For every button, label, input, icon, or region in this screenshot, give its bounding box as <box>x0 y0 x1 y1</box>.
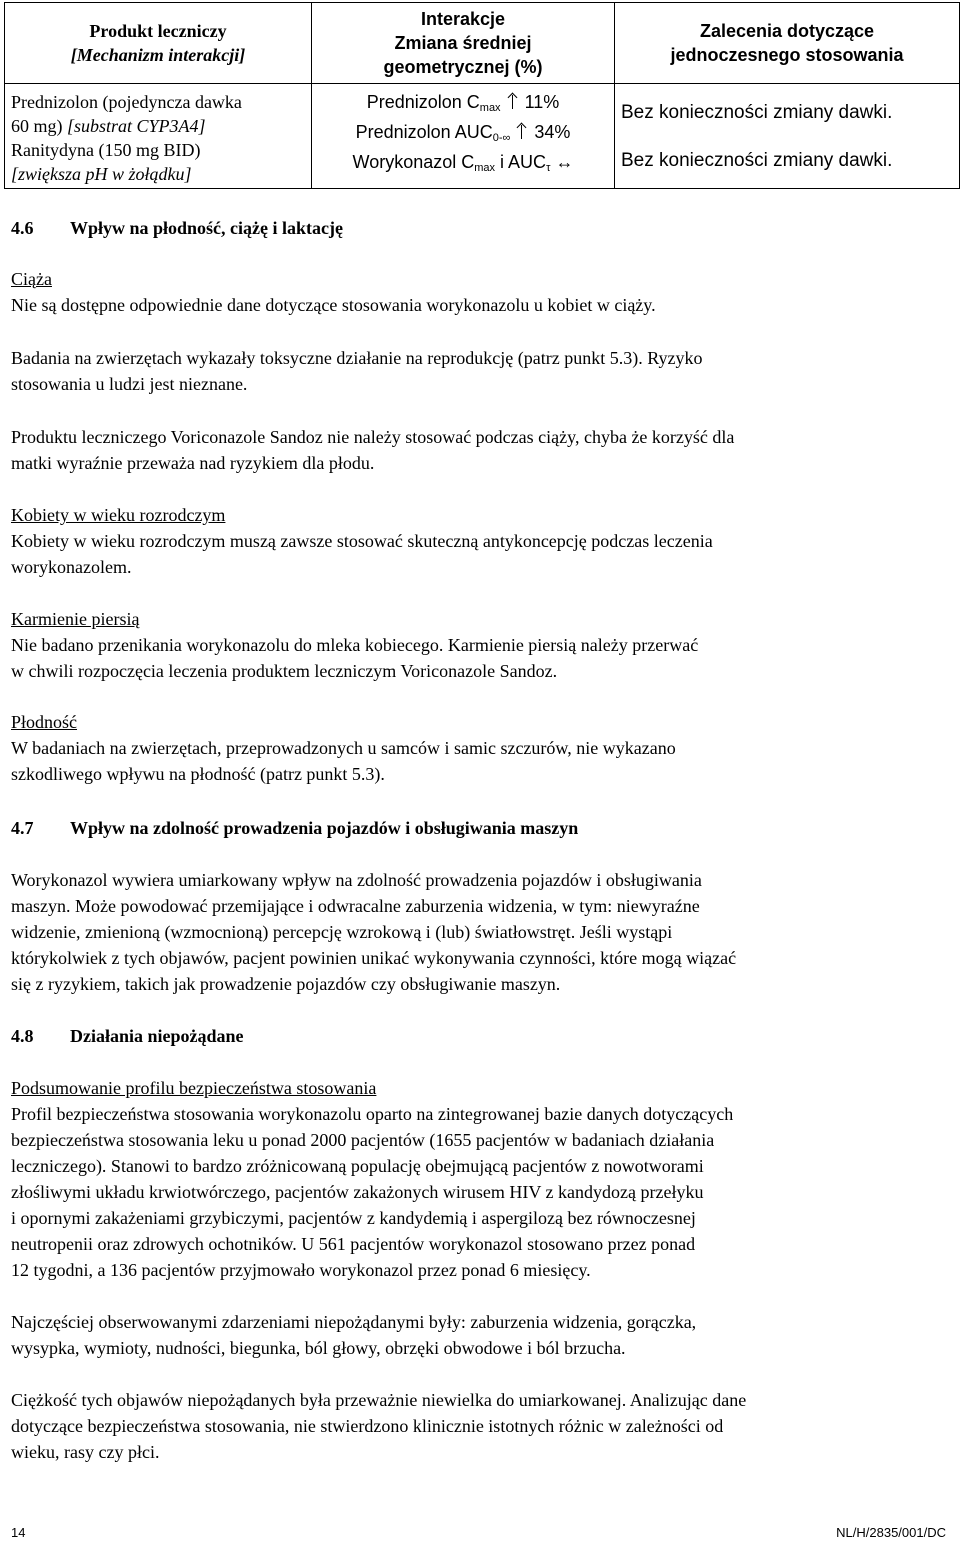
interaction-table <box>4 2 960 189</box>
arrow-up-icon <box>516 123 528 139</box>
header-recommendations <box>615 3 960 84</box>
row1-product-mechanism: [substrat CYP3A4] <box>67 116 206 136</box>
header-product-mechanism: [Mechanizm interakcji] <box>70 45 246 65</box>
row1-product <box>5 84 312 189</box>
fertility-heading: Płodność <box>11 712 78 732</box>
section-title: Wpływ na zdolność prowadzenia pojazdów i obsługiwania maszyn <box>70 818 579 838</box>
fertility-block: Płodność W badaniach na zwierzętach, przeprowadzonych u samców i samic szczurów, nie wykazano szkodliwego wpływu na płodność (patrz punkt 5.3). <box>11 709 951 787</box>
safety-summary-heading: Podsumowanie profilu bezpieczeństwa stosowania <box>11 1078 377 1098</box>
driving-paragraph: Worykonazol wywiera umiarkowany wpływ na zdolność prowadzenia pojazdów i obsługiwania maszyn. Może powodować przemijające i odwracalne zaburzenia widzenia, w tym: niewyraźne widzenie, zmienioną (wzmocnioną) percepcję wzrokową i (lub) światłowstręt. Jeśli wystąpi którykolwiek z tych objawów, pacjent powinien unikać wykonywania czynności, które mogą wiązać się z ryzykiem, takich jak prowadzenie pojazdów czy obsługiwanie maszyn. <box>11 870 737 994</box>
header-interactions-sub1: Zmiana średniej <box>394 33 532 53</box>
section-4-6-heading <box>11 215 343 241</box>
row1-effect-auc: Prednizolon $AUC_{0-\infty}$ 34% <box>355 122 571 144</box>
bidirectional-arrow-icon: ↔ <box>555 152 574 172</box>
pregnancy-heading: Ciąża <box>11 269 52 289</box>
row-effects <box>312 84 615 189</box>
page-number: 14 <box>11 1525 26 1540</box>
section-number: 4.6 <box>11 218 34 238</box>
row2-effect: Worykonazol $C_{max}$ i $AUC_\tau$ ↔ <box>352 152 574 174</box>
section-title: Wpływ na płodność, ciążę i laktację <box>70 218 343 238</box>
paragraph: Nie są dostępne odpowiednie dane dotyczące stosowania worykonazolu u kobiet w ciąży. <box>11 295 656 315</box>
header-recommendations-line1: Zalecenia dotyczące <box>699 21 875 41</box>
row2-recommendation: Bez konieczności zmiany dawki. <box>621 150 893 171</box>
breastfeeding-block: Karmienie piersią Nie badano przenikania worykonazolu do mleka kobiecego. Karmienie piersią należy przerwać w chwili rozpoczęcia leczenia produktem leczniczym Voriconazole Sandoz. <box>11 606 951 684</box>
row-recommendations <box>615 84 960 189</box>
severity-paragraph: Ciężkość tych objawów niepożądanych była przeważnie niewielka do umiarkowanej. Analizując dane dotyczące bezpieczeństwa stosowania, nie stwierdzono klinicznie istotnych różnic w zależności od wieku, rasy czy płci. <box>11 1390 747 1462</box>
women-heading: Kobiety w wieku rozrodczym <box>11 505 226 525</box>
common-adverse-events-paragraph: Najczęściej obserwowanymi zdarzeniami niepożądanymi były: zaburzenia widzenia, gorączka, wysypka, wymioty, nudności, biegunka, ból głowy, obrzęki obwodowe i ból brzucha. <box>11 1312 697 1358</box>
section-title: Działania niepożądane <box>70 1026 244 1046</box>
row2-product-mechanism: [zwiększa pH w żołądku] <box>11 164 192 184</box>
header-recommendations-line2: jednoczesnego stosowania <box>670 45 904 65</box>
section-4-8-heading <box>11 1023 244 1049</box>
section-4-7-heading <box>11 815 578 841</box>
row1-effect-cmax: Prednizolon $C_{max}$ 11% <box>366 92 560 114</box>
header-interactions-sub2: geometrycznej (%) <box>383 57 543 77</box>
section-number: 4.7 <box>11 818 34 838</box>
safety-summary-block: Podsumowanie profilu bezpieczeństwa stosowania Profil bezpieczeństwa stosowania worykonazolu oparto na zintegrowanej bazie danych dotyczących bezpieczeństwa stosowania leku u ponad 2000 pacjentów (1655 pacjentów w badaniach działania leczniczego). Stanowi to bardzo zróżnicowaną populację obejmującą pacjentów z nowotworami złośliwymi układu krwiotwórczego, pacjentów zakażonych wirusem HIV z kandydozą przełyku i opornymi zakażeniami grzybiczymi, pacjentów z kandydemią i aspergilozą bez równoczesnej neutropenii oraz zdrowych ochotników. U 561 pacjentów worykonazol stosowano przez ponad 12 tygodni, a 136 pacjentów przyjmowało worykonazol przez ponad 6 miesięcy. <box>11 1075 951 1283</box>
women-childbearing-block: Kobiety w wieku rozrodczym Kobiety w wieku rozrodczym muszą zawsze stosować skuteczną antykoncepcję podczas leczenia worykonazolem. <box>11 502 951 580</box>
row1-product-name: Prednizolon (pojedyncza dawka <box>11 92 242 112</box>
table-row <box>5 84 960 189</box>
section-number: 4.8 <box>11 1026 34 1046</box>
pregnancy-recommendation-paragraph: Produktu leczniczego Voriconazole Sandoz nie należy stosować podczas ciąży, chyba że korzyść dla matki wyraźnie przeważa nad ryzykiem dla płodu. <box>11 427 735 473</box>
header-product-title: Produkt leczniczy <box>89 21 227 41</box>
header-interactions-title: Interakcje <box>420 9 506 29</box>
row1-product-dose: 60 mg) <box>11 116 63 136</box>
row1-recommendation: Bez konieczności zmiany dawki. <box>621 102 893 123</box>
arrow-up-icon <box>507 93 519 109</box>
breastfeeding-heading: Karmienie piersią <box>11 609 140 629</box>
table-header-row <box>5 3 960 84</box>
header-product <box>5 3 312 84</box>
animal-studies-paragraph: Badania na zwierzętach wykazały toksyczne działanie na reprodukcję (patrz punkt 5.3). Ryzyko stosowania u ludzi jest nieznane. <box>11 348 703 394</box>
row2-product-name: Ranitydyna (150 mg BID) <box>11 140 201 160</box>
document-code: NL/H/2835/001/DC <box>836 1525 946 1540</box>
header-interactions <box>312 3 615 84</box>
pregnancy-block <box>11 266 951 318</box>
